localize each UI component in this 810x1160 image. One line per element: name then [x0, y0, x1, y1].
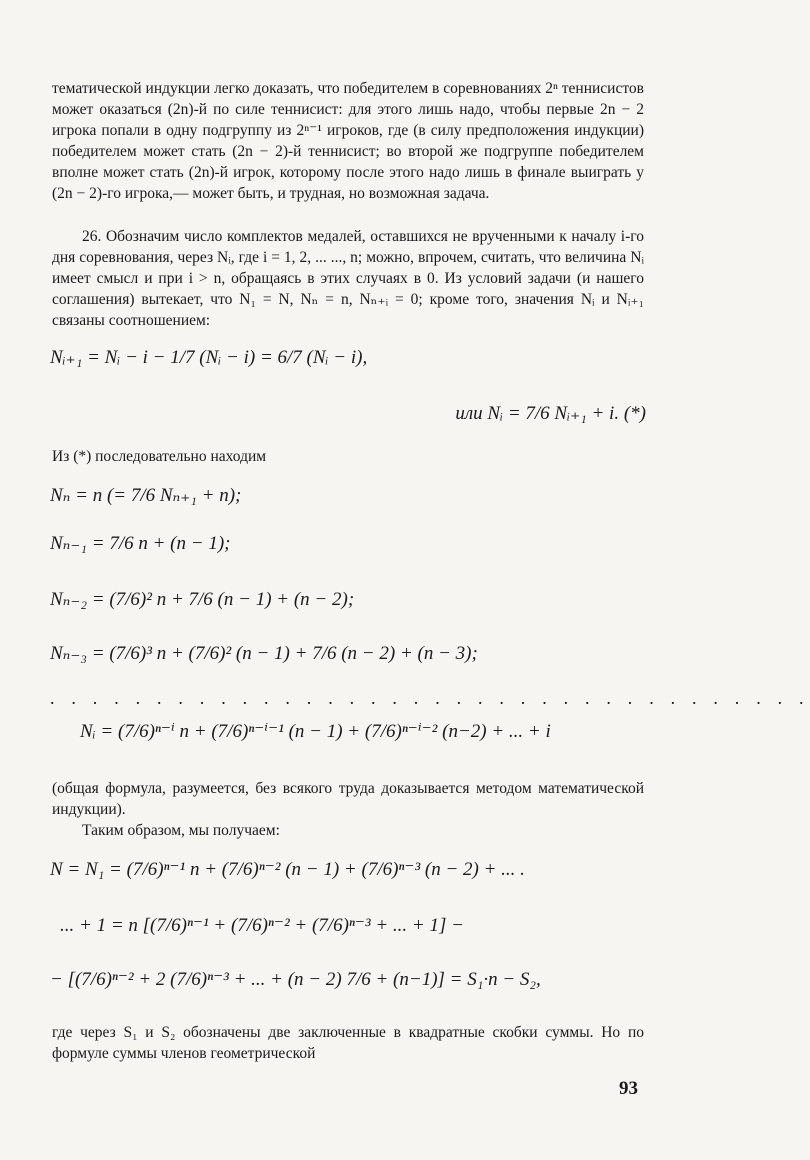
formula-seq-n: Nₙ = n (= 7/6 Nₙ₊₁ + n);: [50, 485, 242, 506]
paragraph-induction-note: (общая формула, разумеется, без всякого труда доказывается методом математической индукции).: [52, 780, 644, 818]
paragraph-thus: Таким образом, мы получаем:: [82, 822, 280, 839]
paragraph-sequential: Из (*) последовательно находим: [52, 448, 267, 465]
formula-result-3: − [(7/6)ⁿ⁻² + 2 (7/6)ⁿ⁻³ + ... + (n − 2) 7/6 + (n−1)] = S₁·n − S₂,: [50, 969, 541, 990]
formula-recurrence: Nᵢ₊₁ = Nᵢ − i − 1/7 (Nᵢ − i) = 6/7 (Nᵢ − i),: [50, 347, 368, 368]
text-paragraph: [52, 1022, 644, 1064]
formula-seq-n-1: Nₙ₋₁ = 7/6 n + (n − 1);: [50, 533, 231, 554]
formula-result-1: N = N₁ = (7/6)ⁿ⁻¹ n + (7/6)ⁿ⁻² (n − 1) + (7/6)ⁿ⁻³ (n − 2) + ... .: [50, 859, 525, 880]
formula-star: или Nᵢ = 7/6 Nᵢ₊₁ + i. (*): [455, 403, 646, 424]
paragraph-sums: где через S₁ и S₂ обозначены две заключенные в квадратные скобки суммы. Но по формуле суммы членов геометрической: [52, 1024, 644, 1062]
paragraph-problem-26: 26. Обозначим число комплектов медалей, оставшихся не врученными к началу i-го дня соревнования, через Nᵢ, где i = 1, 2, ... ..., n; можно, впрочем, считать, что величина Nᵢ имеет смысл и при i > n, обращаясь в этих случаях в 0. Из условий задачи (и нашего соглашения) вытекает, что N₁ = N, Nₙ = n, Nₙ₊ᵢ = 0; кроме того, значения Nᵢ и Nᵢ₊₁ связаны соотношением:: [52, 228, 644, 329]
text-paragraph: [52, 446, 644, 467]
formula-seq-n-3: Nₙ₋₃ = (7/6)³ n + (7/6)² (n − 1) + 7/6 (n − 2) + (n − 3);: [50, 643, 478, 664]
formula-result-2: ... + 1 = n [(7/6)ⁿ⁻¹ + (7/6)ⁿ⁻² + (7/6)ⁿ⁻³ + ... + 1] −: [60, 915, 464, 936]
text-paragraph: [52, 778, 644, 841]
page-number: 93: [619, 1078, 638, 1099]
dots-separator: . . . . . . . . . . . . . . . . . . . . . . . . . . . . . . . . . . . .: [50, 688, 810, 708]
text-paragraph: [52, 78, 644, 204]
formula-general: Nᵢ = (7/6)ⁿ⁻ⁱ n + (7/6)ⁿ⁻ⁱ⁻¹ (n − 1) + (7/6)ⁿ⁻ⁱ⁻² (n−2) + ... + i: [80, 721, 551, 742]
text-paragraph: [52, 226, 644, 331]
paragraph-induction: тематической индукции легко доказать, что победителем в соревнованиях 2ⁿ теннисистов может оказаться (2n)-й по силе теннисист: для этого лишь надо, чтобы первые 2n − 2 игрока попали в одну подгруппу из 2ⁿ⁻¹ игроков, где (в силу предположения индукции) победителем может стать (2n − 2)-й теннисист; во второй же подгруппе победителем вполне может стать (2n)-й игрок, которому после этого надо лишь в финале выиграть у (2n − 2)-го игрока,— может быть, и трудная, но возможная задача.: [52, 80, 644, 202]
formula-seq-n-2: Nₙ₋₂ = (7/6)² n + 7/6 (n − 1) + (n − 2);: [50, 589, 355, 610]
